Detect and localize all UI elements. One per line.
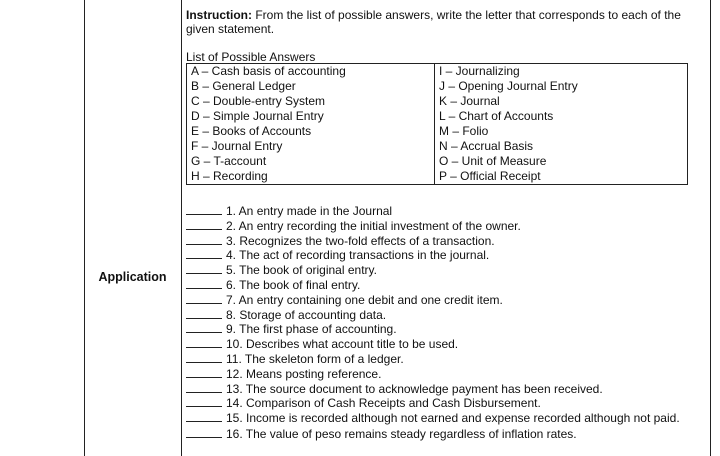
question-text: 16. The value of peso remains steady regardless of inflation rates. xyxy=(226,426,577,441)
answer-blank[interactable] xyxy=(186,247,222,259)
answers-row xyxy=(187,109,688,124)
answer-blank[interactable] xyxy=(186,233,222,245)
question-text: 4. The act of recording transactions in the journal. xyxy=(226,248,490,263)
answer-option: J – Opening Journal Entry xyxy=(439,79,578,93)
question-item xyxy=(186,366,706,381)
instruction-heading: Instruction: xyxy=(186,8,252,22)
instruction xyxy=(186,8,706,36)
question-item xyxy=(186,410,706,426)
question-text: 8. Storage of accounting data. xyxy=(226,307,387,322)
question-text: 5. The book of original entry. xyxy=(226,263,377,278)
question-text: 15. Income is recorded although not earned and expense recorded although not paid. xyxy=(226,411,680,426)
question-item xyxy=(186,307,706,322)
question-text: 14. Comparison of Cash Receipts and Cash Disbursement. xyxy=(226,396,541,411)
question-text: 2. An entry recording the initial investment of the owner. xyxy=(226,218,521,233)
answer-blank[interactable] xyxy=(186,366,222,378)
items-list xyxy=(186,203,706,441)
question-text: 3. Recognizes the two-fold effects of a transaction. xyxy=(226,233,495,248)
answers-table xyxy=(186,63,688,185)
question-item xyxy=(186,336,706,351)
answer-blank[interactable] xyxy=(186,395,222,407)
answer-option: H – Recording xyxy=(187,169,435,185)
question-item xyxy=(186,218,706,233)
answers-row xyxy=(187,139,688,154)
question-text: 6. The book of final entry. xyxy=(226,277,361,292)
section-content xyxy=(186,8,706,441)
instruction-text: From the list of possible answers, write the letter that corresponds to each of the given statement. xyxy=(186,8,681,36)
question-item xyxy=(186,321,706,336)
answers-row xyxy=(187,169,688,185)
answers-row xyxy=(187,79,688,94)
answer-option: G – T-account xyxy=(187,154,435,169)
question-item xyxy=(186,395,706,410)
answer-blank[interactable] xyxy=(186,381,222,393)
question-text: 1. An entry made in the Journal xyxy=(226,204,393,218)
answer-option: C – Double-entry System xyxy=(187,94,435,109)
answers-list-title: List of Possible Answers xyxy=(186,50,316,64)
question-item xyxy=(186,262,706,277)
question-item xyxy=(186,247,706,262)
answers-row xyxy=(187,124,688,139)
question-text: 10. Describes what account title to be used. xyxy=(226,337,459,352)
answer-option: I – Journalizing xyxy=(439,64,520,78)
answer-blank[interactable] xyxy=(186,218,222,230)
answer-option: B – General Ledger xyxy=(187,79,435,94)
answers-row xyxy=(187,94,688,109)
answer-blank[interactable] xyxy=(186,307,222,319)
answer-option: O – Unit of Measure xyxy=(439,154,547,168)
question-text: 7. An entry containing one debit and one credit item. xyxy=(226,292,503,307)
answer-option: A – Cash basis of accounting xyxy=(187,64,435,80)
answer-option: L – Chart of Accounts xyxy=(439,109,554,123)
answer-blank[interactable] xyxy=(186,426,222,438)
answer-option: P – Official Receipt xyxy=(439,169,541,183)
section-label: Application xyxy=(98,270,167,284)
answer-option: D – Simple Journal Entry xyxy=(187,109,435,124)
question-item xyxy=(186,203,706,218)
question-text: 9. The first phase of accounting. xyxy=(226,322,397,337)
answer-blank[interactable] xyxy=(186,262,222,274)
table-border-middle xyxy=(181,0,182,456)
question-item xyxy=(186,233,706,248)
answer-blank[interactable] xyxy=(186,351,222,363)
question-item xyxy=(186,351,706,366)
answer-option: E – Books of Accounts xyxy=(187,124,435,139)
answer-blank[interactable] xyxy=(186,410,222,422)
answer-blank[interactable] xyxy=(186,277,222,289)
question-item xyxy=(186,277,706,292)
question-text: 11. The skeleton form of a ledger. xyxy=(226,351,404,366)
table-border-right xyxy=(710,0,711,456)
answer-option: N – Accrual Basis xyxy=(439,139,534,153)
answer-option: F – Journal Entry xyxy=(187,139,435,154)
answer-blank[interactable] xyxy=(186,336,222,348)
answer-option: K – Journal xyxy=(439,94,500,108)
answer-blank[interactable] xyxy=(186,292,222,304)
answers-row xyxy=(187,154,688,169)
answer-blank[interactable] xyxy=(186,203,222,215)
question-item xyxy=(186,292,706,307)
answers-row xyxy=(187,64,688,80)
question-text: 13. The source document to acknowledge payment has been received. xyxy=(226,381,603,396)
answer-blank[interactable] xyxy=(186,321,222,333)
question-item xyxy=(186,426,706,441)
question-text: 12. Means posting reference. xyxy=(226,366,382,381)
answer-option: M – Folio xyxy=(439,124,489,138)
question-item xyxy=(186,381,706,396)
table-border-left xyxy=(84,0,85,456)
